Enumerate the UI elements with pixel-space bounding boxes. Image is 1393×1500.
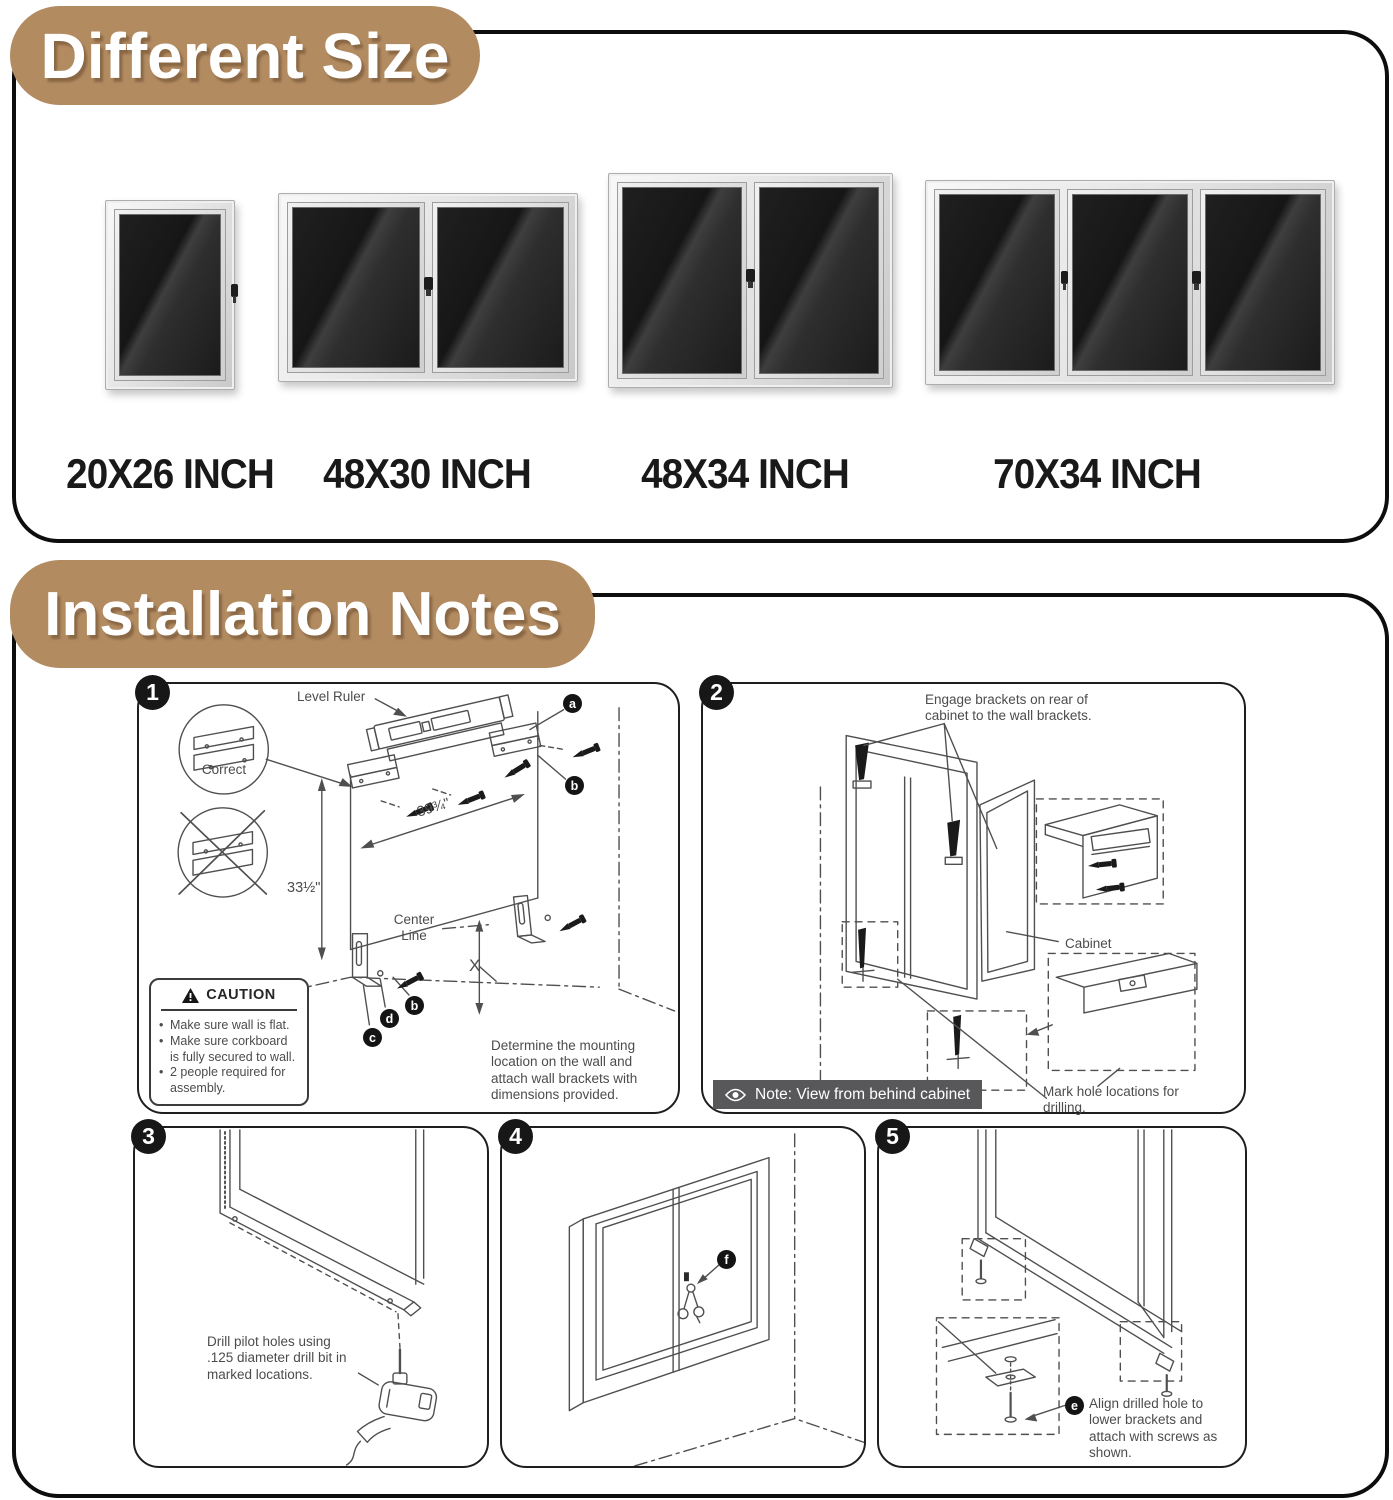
align-note: Align drilled hole to lower brackets and attach with screws as shown.	[1089, 1396, 1218, 1461]
step3-diagram	[135, 1128, 487, 1466]
level-ruler-label: Level Ruler	[297, 689, 366, 704]
step1-panel	[137, 679, 680, 1114]
correct-label: Correct	[201, 762, 247, 777]
size-label-48x34: 48X34 INCH	[641, 450, 849, 497]
marker-a: a	[563, 694, 582, 713]
mounting-note: Determine the mounting location on the wall and attach wall brackets with dimensions provided.	[491, 1038, 638, 1103]
step5-number-badge: 5	[875, 1119, 910, 1154]
different-size-title: Different Size	[40, 19, 450, 92]
caution-item: • 2 people required for assembly.	[159, 1065, 299, 1097]
lock-icon	[1192, 271, 1199, 284]
letter-board	[939, 194, 1055, 371]
letter-board	[622, 187, 742, 374]
view-note-banner	[713, 1080, 982, 1109]
screw-icon	[395, 971, 424, 992]
lock-icon	[231, 284, 238, 297]
marker-b: b	[565, 776, 584, 795]
size-label-20x26: 20X26 INCH	[66, 450, 274, 497]
caution-title: CAUTION	[206, 987, 276, 1003]
cabinet-door	[1200, 189, 1326, 376]
engage-note: Engage brackets on rear of cabinet to the wall brackets.	[925, 692, 1092, 724]
step3-panel	[133, 1123, 489, 1468]
cabinet-label: Cabinet	[1065, 936, 1112, 951]
step4-diagram	[502, 1128, 864, 1466]
x-dimension: X	[469, 956, 481, 975]
step2-panel	[701, 679, 1246, 1116]
size-label-48x30: 48X30 INCH	[323, 450, 531, 497]
drill-note: Drill pilot holes using .125 diameter drill bit in marked locations.	[207, 1334, 347, 1382]
lock-icon	[746, 269, 753, 282]
eye-icon	[725, 1088, 746, 1102]
cabinet-door	[1067, 189, 1193, 376]
cabinet-48x30	[278, 193, 578, 382]
mark-note: Mark hole locations for drilling.	[1043, 1084, 1179, 1116]
caution-item: • Make sure corkboard is fully secured to wall.	[159, 1034, 299, 1066]
caution-box	[149, 978, 309, 1106]
cabinet-door	[432, 202, 570, 373]
letter-board	[1072, 194, 1188, 371]
marker-e: e	[1065, 1396, 1084, 1415]
letter-board	[1205, 194, 1321, 371]
cabinet-20x26	[105, 200, 235, 390]
step2-number-badge: 2	[699, 675, 734, 710]
marker-d: d	[380, 1009, 399, 1028]
marker-c: c	[363, 1028, 382, 1047]
letter-board	[119, 214, 221, 376]
step2-diagram	[703, 684, 1244, 1112]
view-note-text: Note: View from behind cabinet	[755, 1085, 971, 1103]
center-line-label: Center Line	[393, 912, 435, 944]
lock-icon	[1061, 271, 1068, 284]
screw-icon	[1088, 859, 1117, 871]
width-dimension: 39¾"	[415, 795, 452, 821]
cabinet-door	[617, 182, 747, 379]
screw-icon	[1095, 882, 1124, 894]
step4-panel	[500, 1123, 866, 1468]
step5-panel	[877, 1123, 1247, 1468]
cabinet-door	[934, 189, 1060, 376]
letter-board	[437, 207, 565, 368]
cabinet-door	[754, 182, 884, 379]
warning-icon	[182, 988, 199, 1003]
screw-icon	[571, 743, 601, 762]
step4-number-badge: 4	[498, 1119, 533, 1154]
lock-icon	[424, 277, 431, 290]
height-dimension: 33½"	[287, 880, 321, 896]
different-size-title-badge	[10, 6, 480, 105]
step3-number-badge: 3	[131, 1119, 166, 1154]
marker-f: f	[717, 1250, 736, 1269]
installation-notes-title: Installation Notes	[44, 579, 561, 649]
marker-b2: b	[405, 996, 424, 1015]
screw-icon	[502, 759, 531, 782]
letter-board	[292, 207, 420, 368]
cabinet-door	[287, 202, 425, 373]
cabinet-70x34	[925, 180, 1335, 385]
cabinet-door	[114, 209, 226, 381]
caution-item: • Make sure wall is flat.	[159, 1018, 299, 1034]
screw-icon	[456, 790, 486, 809]
screw-icon	[557, 914, 586, 935]
step1-number-badge: 1	[135, 675, 170, 710]
letter-board	[759, 187, 879, 374]
size-label-70x34: 70X34 INCH	[993, 450, 1201, 497]
cabinet-48x34	[608, 173, 893, 388]
installation-notes-title-badge	[10, 560, 595, 668]
